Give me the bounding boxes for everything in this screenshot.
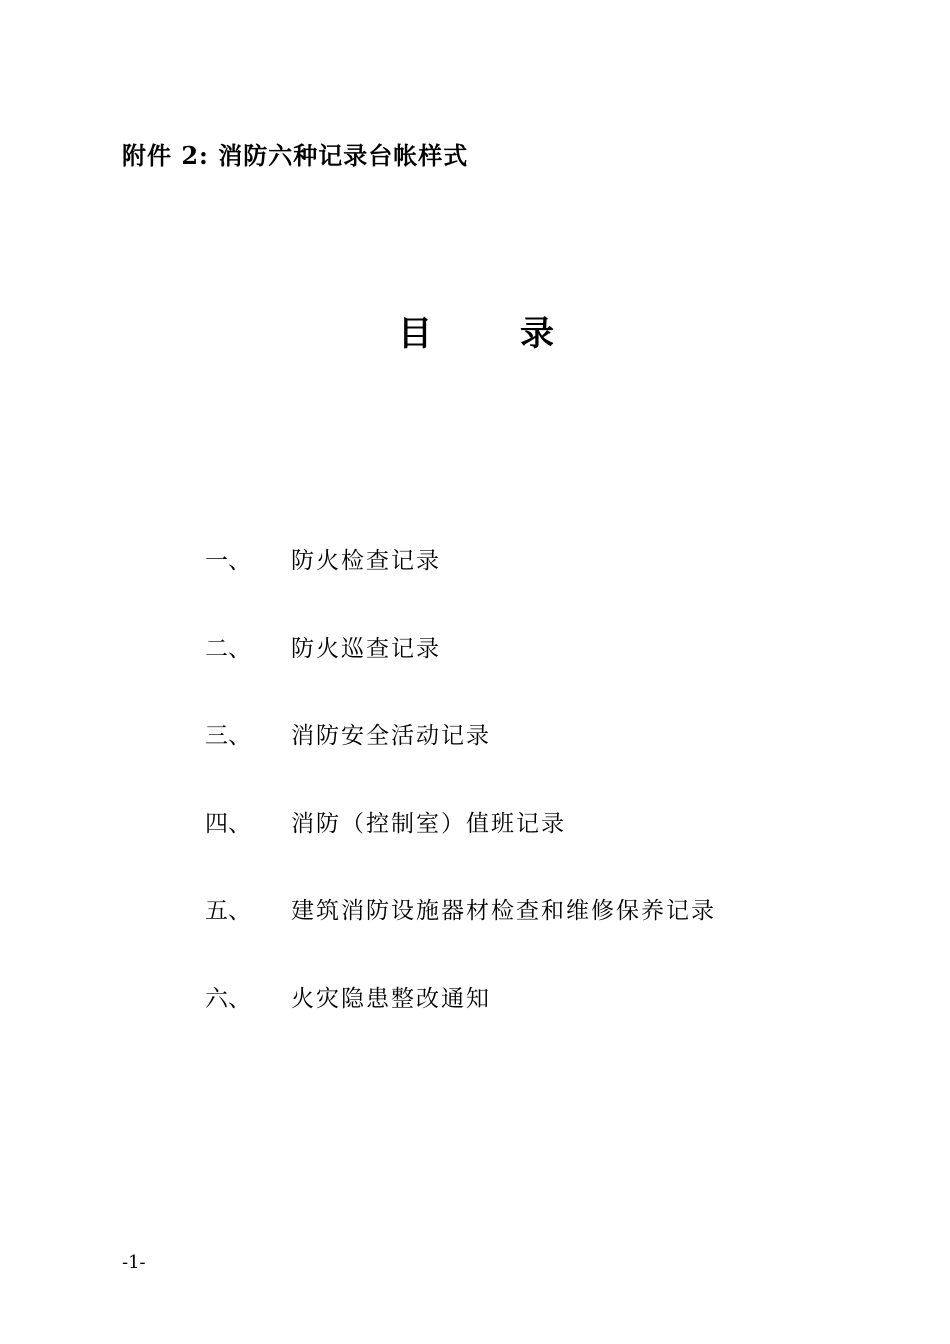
toc-item-number: 五、 — [205, 898, 251, 925]
toc-item-text: 火灾隐患整改通知 — [291, 985, 491, 1012]
toc-item-number: 四、 — [205, 810, 251, 837]
toc-item-text: 防火检查记录 — [291, 548, 441, 574]
toc-title — [398, 306, 554, 355]
toc-item-number: 一、 — [205, 548, 251, 574]
toc-title-char-1: 目 — [398, 314, 432, 354]
page-number: -1- — [122, 1252, 146, 1273]
toc-item-text: 消防（控制室）值班记录 — [291, 810, 566, 837]
attachment-heading: 附件 2: 消防六种记录台帐样式 — [122, 141, 469, 170]
toc-item-number: 二、 — [205, 635, 251, 662]
toc-title-char-2: 录 — [520, 314, 554, 354]
toc-item-number: 六、 — [205, 985, 251, 1012]
toc-item-text: 防火巡查记录 — [291, 635, 441, 662]
toc-item-text: 建筑消防设施器材检查和维修保养记录 — [291, 898, 716, 925]
toc-item-text: 消防安全活动记录 — [291, 723, 491, 750]
toc-item-number: 三、 — [205, 723, 251, 750]
